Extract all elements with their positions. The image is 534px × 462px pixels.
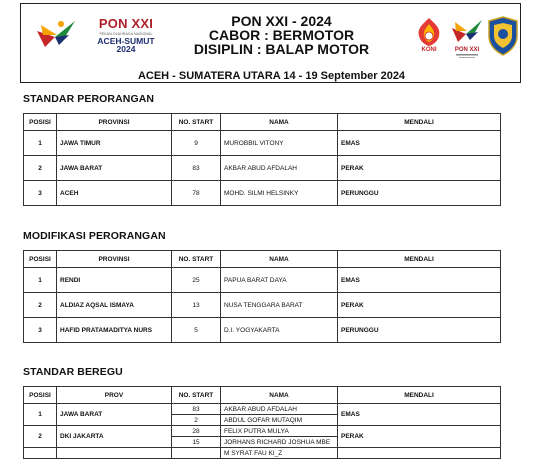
- header-no-start: NO. START: [172, 114, 221, 131]
- pon-logo-text: [81, 16, 171, 53]
- cell-posisi: 3: [24, 318, 57, 343]
- cell-mendali: PERAK: [338, 293, 501, 318]
- cell-nama: NUSA TENGGARA BARAT: [221, 293, 338, 318]
- svg-text:PON XXI: PON XXI: [454, 47, 480, 53]
- header-nama: NAMA: [221, 387, 338, 404]
- header-prov: PROV: [57, 387, 172, 404]
- cell-mendali: EMAS: [338, 404, 501, 426]
- logo-year: 2024: [116, 44, 136, 54]
- cell-nama: AKBAR ABUD AFDALAH: [221, 404, 338, 415]
- cell-provinsi: HAFID PRATAMADITYA NURS: [57, 318, 172, 343]
- header-mendali: MENDALI: [338, 387, 501, 404]
- header-provinsi: PROVINSI: [57, 251, 172, 268]
- cell-nama: FELIX PUTRA MULYA: [221, 426, 338, 437]
- logo-title: PON XXI: [98, 16, 154, 31]
- header-no-start: NO. START: [172, 387, 221, 404]
- cell-provinsi: JAWA TIMUR: [57, 131, 172, 156]
- cell-nama: MUROBBIL VITONY: [221, 131, 338, 156]
- cell-mendali: EMAS: [338, 268, 501, 293]
- section-title-modifikasi-perorangan: MODIFIKASI PERORANGAN: [23, 230, 166, 242]
- results-table-standar-beregu: [23, 386, 501, 459]
- table-row: [24, 181, 501, 206]
- cell-nama: AKBAR ABUD AFDALAH: [221, 156, 338, 181]
- cell-mendali: PERAK: [338, 156, 501, 181]
- cell-no-start: 78: [172, 181, 221, 206]
- header-mendali: MENDALI: [338, 251, 501, 268]
- table-row-cut: [24, 448, 501, 459]
- cell-no-start: 9: [172, 131, 221, 156]
- table-row: [24, 318, 501, 343]
- cell-no-start: 15: [172, 437, 221, 448]
- table-row: [24, 404, 501, 415]
- document-title: [179, 14, 384, 56]
- cell-mendali: PERAK: [338, 426, 501, 448]
- cell-no-start: 13: [172, 293, 221, 318]
- cell-posisi: 1: [24, 404, 57, 426]
- section-title-standar-beregu: STANDAR BEREGU: [23, 366, 123, 378]
- header-mendali: MENDALI: [338, 114, 501, 131]
- cell-no-start: 5: [172, 318, 221, 343]
- cell-prov: DKI JAKARTA: [57, 426, 172, 448]
- table-row: [24, 293, 501, 318]
- cell-nama: ABDUL GOFAR MUTAQIM: [221, 415, 338, 426]
- koni-label: KONI: [421, 47, 437, 53]
- cell-nama: D.I. YOGYAKARTA: [221, 318, 338, 343]
- cell-nama: PAPUA BARAT DAYA: [221, 268, 338, 293]
- title-line-3: DISIPLIN : BALAP MOTOR: [193, 41, 370, 57]
- cell-no-start: 83: [172, 156, 221, 181]
- cell-no-start: 25: [172, 268, 221, 293]
- cell-provinsi: JAWA BARAT: [57, 156, 172, 181]
- cell-nama: MOHD. SILMI HELSINKY: [221, 181, 338, 206]
- header-provinsi: PROVINSI: [57, 114, 172, 131]
- cell-posisi: 2: [24, 156, 57, 181]
- cell-prov: JAWA BARAT: [57, 404, 172, 426]
- cell-posisi: 1: [24, 268, 57, 293]
- cell-mendali: EMAS: [338, 131, 501, 156]
- table-row: [24, 131, 501, 156]
- document-header: [20, 3, 521, 83]
- title-line-2: CABOR : BERMOTOR: [208, 27, 355, 43]
- title-line-1: PON XXI - 2024: [231, 13, 332, 29]
- cell-nama: JORHANS RICHARD JOSHUA MBE: [221, 437, 338, 448]
- table-row: [24, 156, 501, 181]
- cell-nama-cut: M SYRAT FAU KI_Z: [221, 448, 338, 459]
- table-row: [24, 268, 501, 293]
- cell-posisi: 1: [24, 131, 57, 156]
- table-header-row: [24, 114, 501, 131]
- section-title-standar-perorangan: STANDAR PERORANGAN: [23, 93, 155, 105]
- cell-provinsi: RENDI: [57, 268, 172, 293]
- header-nama: NAMA: [221, 251, 338, 268]
- results-table-standar-perorangan: [23, 113, 501, 206]
- logo-host: ACEH-SUMUT: [97, 36, 155, 46]
- header-no-start: NO. START: [172, 251, 221, 268]
- header-posisi: POSISI: [24, 114, 57, 131]
- header-posisi: POSISI: [24, 251, 57, 268]
- police-shield-icon: [487, 16, 519, 56]
- cell-posisi: 2: [24, 293, 57, 318]
- cell-provinsi: ACEH: [57, 181, 172, 206]
- venue-line: ACEH - SUMATERA UTARA 14 - 19 September 2024: [137, 70, 406, 82]
- cell-posisi: 2: [24, 426, 57, 448]
- logo-subtitle: PEKAN OLAHRAGA NASIONAL: [99, 32, 153, 36]
- cell-posisi: 3: [24, 181, 57, 206]
- cell-no-start: 83: [172, 404, 221, 415]
- results-table-modifikasi-perorangan: [23, 250, 501, 343]
- cell-provinsi: ALDIAZ AQSAL ISMAYA: [57, 293, 172, 318]
- cell-mendali: PERUNGGU: [338, 318, 501, 343]
- pon-small-logo-icon: [450, 16, 484, 60]
- header-posisi: POSISI: [24, 387, 57, 404]
- table-header-row: [24, 387, 501, 404]
- cell-no-start: 28: [172, 426, 221, 437]
- table-row: [24, 426, 501, 437]
- cell-no-start: 2: [172, 415, 221, 426]
- pon-logo-icon: [35, 17, 77, 51]
- cell-mendali: PERUNGGU: [338, 181, 501, 206]
- header-nama: NAMA: [221, 114, 338, 131]
- table-header-row: [24, 251, 501, 268]
- koni-emblem-icon: [411, 16, 447, 60]
